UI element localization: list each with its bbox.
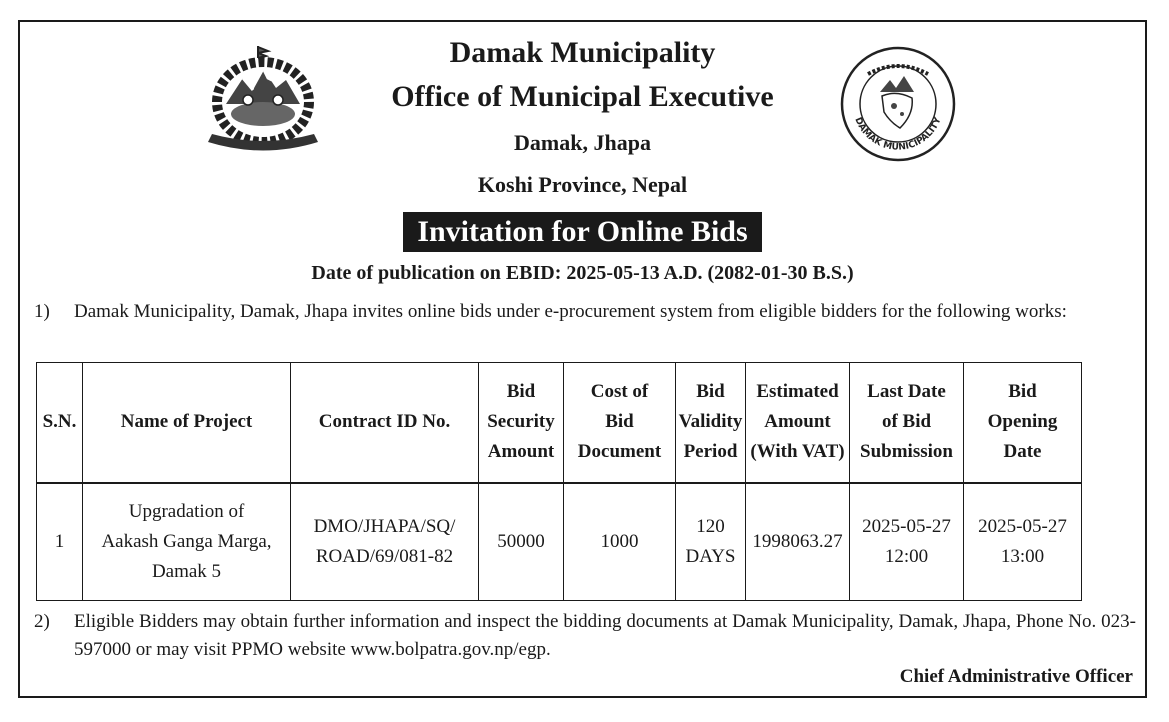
banner-wrap xyxy=(20,212,1145,252)
header-line: Submission xyxy=(860,441,953,463)
header-line: Period xyxy=(683,441,738,463)
header-last-date xyxy=(850,363,964,483)
header-contract-id: Contract ID No. xyxy=(291,363,479,483)
cell-opening-date xyxy=(964,483,1082,601)
header-line: (With VAT) xyxy=(750,441,845,463)
cell-line: Upgradation of xyxy=(128,500,245,522)
cell-project xyxy=(83,483,291,601)
header-opening-date xyxy=(964,363,1082,483)
province-line: Koshi Province, Nepal xyxy=(477,172,688,197)
header-project: Name of Project xyxy=(83,363,291,483)
cell-bid-security: 50000 xyxy=(479,483,564,601)
header-validity xyxy=(676,363,746,483)
header-line: Amount xyxy=(764,411,831,433)
cell-line: 13:00 xyxy=(1000,545,1045,567)
paragraph-number: 1) xyxy=(34,301,50,322)
cell-sn: 1 xyxy=(37,483,83,601)
paragraph-1 xyxy=(34,298,1136,326)
cell-last-date xyxy=(850,483,964,601)
cell-line: Aakash Ganga Marga, xyxy=(101,530,272,552)
bid-notice xyxy=(18,20,1147,698)
office-title: Office of Municipal Executive xyxy=(391,80,774,113)
table-row xyxy=(37,483,1082,601)
header-line: Opening xyxy=(987,411,1058,433)
notice-banner: Invitation for Online Bids xyxy=(403,212,761,252)
cell-line: 2025-05-27 xyxy=(978,515,1067,537)
paragraph-number: 2) xyxy=(34,611,50,632)
header-line: of Bid xyxy=(881,411,932,433)
cell-estimate: 1998063.27 xyxy=(746,483,850,601)
header-estimate xyxy=(746,363,850,483)
header-line: Bid xyxy=(1008,381,1037,403)
header-cost xyxy=(564,363,676,483)
header-line: Bid xyxy=(605,411,634,433)
cell-cost: 1000 xyxy=(564,483,676,601)
cell-contract-id xyxy=(291,483,479,601)
table-header-row xyxy=(37,363,1082,483)
header-line: Security xyxy=(487,411,555,433)
cell-line: ROAD/69/081-82 xyxy=(315,545,454,567)
header-line: Bid xyxy=(696,381,725,403)
header-line: Document xyxy=(577,441,662,463)
cell-line: DMO/JHAPA/SQ/ xyxy=(313,515,456,537)
seal-text: DAMAK MUNICIPALITY xyxy=(852,116,944,153)
cell-validity xyxy=(676,483,746,601)
cell-line: DAYS xyxy=(685,545,736,567)
header-line: Estimated xyxy=(756,381,839,403)
header-line: Bid xyxy=(506,381,536,403)
header-line: Validity xyxy=(678,411,743,433)
signature: Chief Administrative Officer xyxy=(899,666,1133,687)
cell-line: 12:00 xyxy=(884,545,929,567)
header-line: Amount xyxy=(487,441,555,463)
org-title: Damak Municipality xyxy=(449,36,716,69)
cell-line: 120 xyxy=(696,515,725,537)
cell-line: Damak 5 xyxy=(151,560,222,582)
header-line: Date xyxy=(1003,441,1042,463)
location-line: Damak, Jhapa xyxy=(514,130,651,155)
header-sn: S.N. xyxy=(37,363,83,483)
header-line: Last Date xyxy=(867,381,946,403)
cell-line: 2025-05-27 xyxy=(862,515,951,537)
bid-table xyxy=(36,362,1082,601)
paragraph-text: Eligible Bidders may obtain further information and inspect the bidding documents at Damak Municipality, Damak, Jhapa, Phone No. 023-597000 or may visit PPMO website www.bolpatra.gov.np/egp. xyxy=(74,611,1136,660)
header-line: Cost of xyxy=(590,381,649,403)
paragraph-2 xyxy=(34,608,1136,664)
header-bid-security xyxy=(479,363,564,483)
publication-date: Date of publication on EBID: 2025-05-13 A.D. (2082-01-30 B.S.) xyxy=(311,262,854,284)
paragraph-text: Damak Municipality, Damak, Jhapa invites online bids under e-procurement system from eligible bidders for the following works: xyxy=(74,301,1067,322)
